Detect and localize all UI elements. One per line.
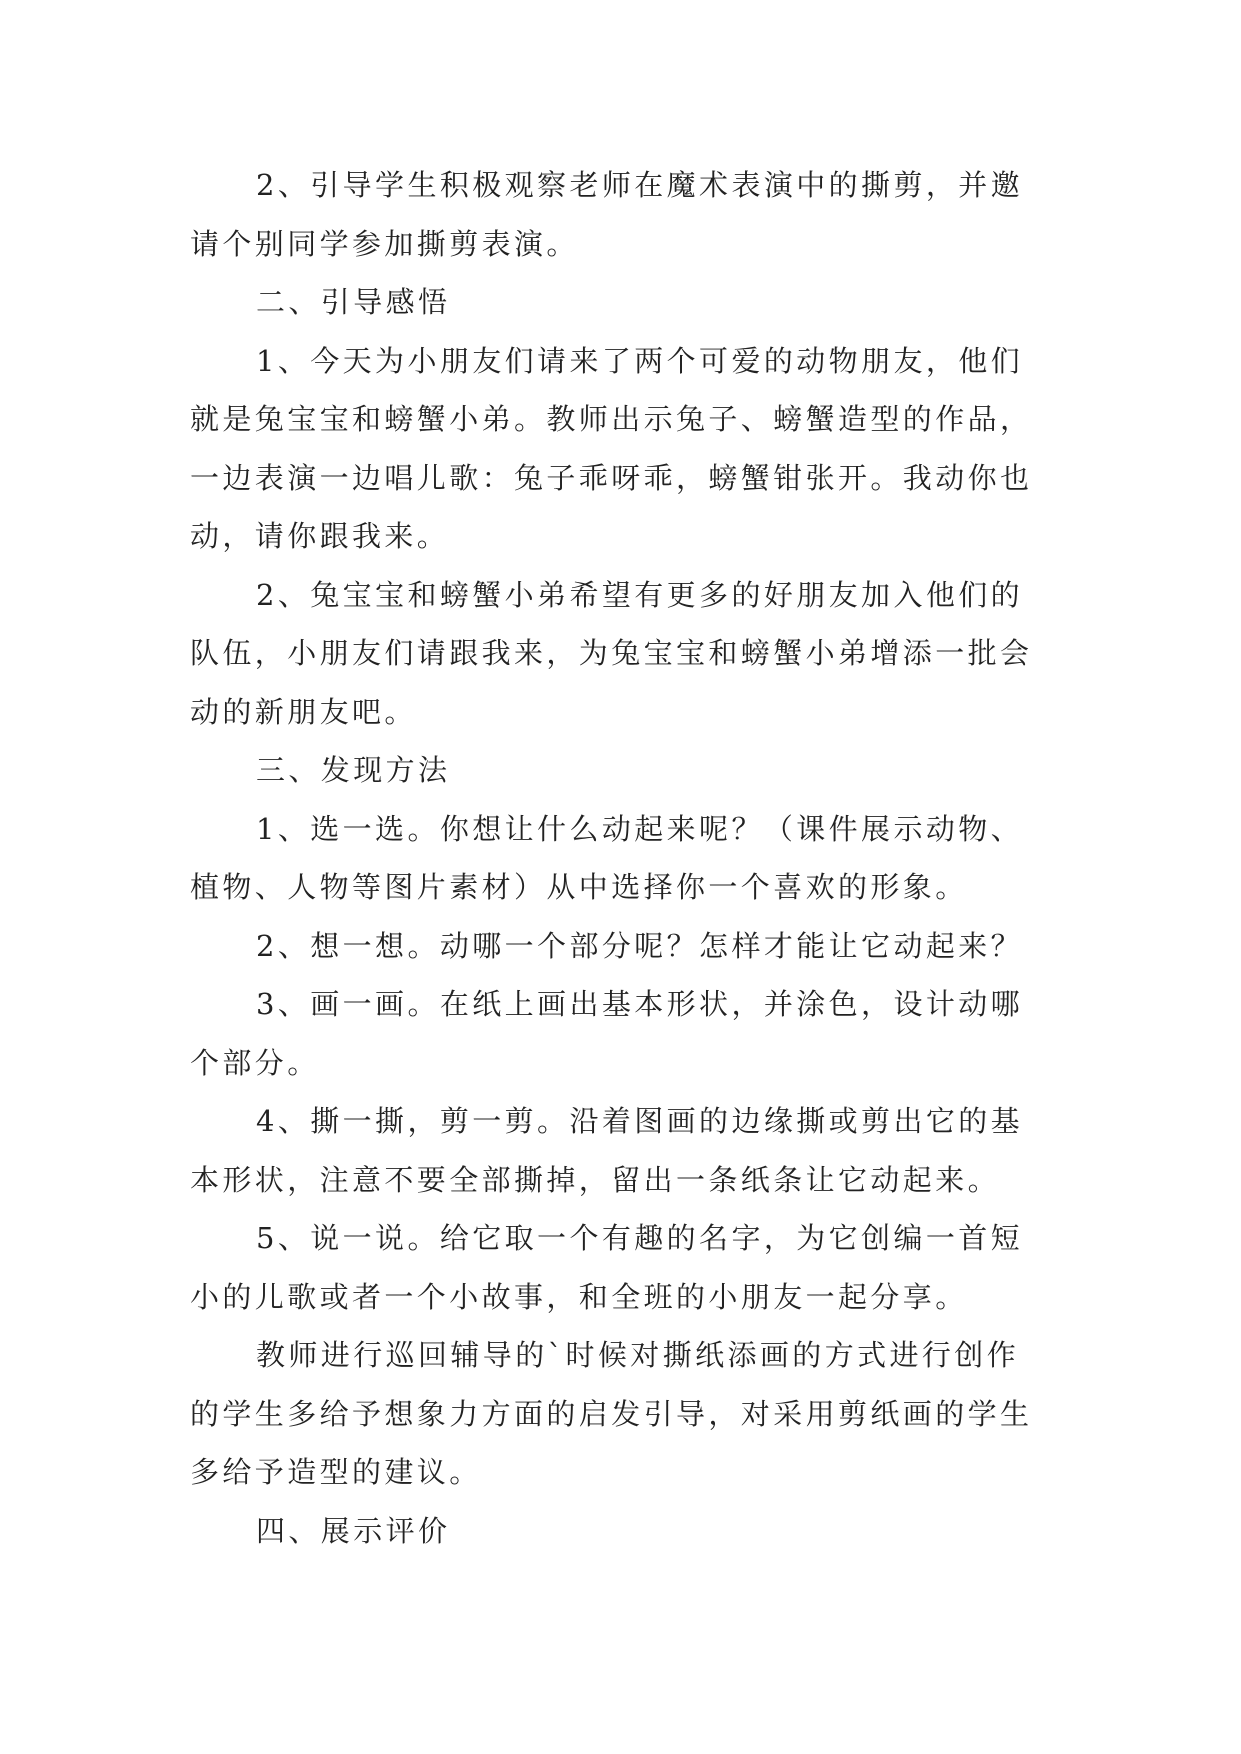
text-line: 教师进行巡回辅导的`时候对撕纸添画的方式进行创作 [256, 1338, 1020, 1372]
document-body [190, 156, 1060, 1560]
section-heading: 三、发现方法 [256, 753, 451, 787]
text-line: 5、说一说。给它取一个有趣的名字，为它创编一首短 [256, 1221, 1024, 1255]
text-line: 一边表演一边唱儿歌：兔子乖呀乖，螃蟹钳张开。我动你也 [190, 460, 1033, 495]
text-line: 动，请你跟我来。 [190, 519, 450, 553]
text-line: 2、引导学生积极观察老师在魔术表演中的撕剪，并邀 [256, 168, 1024, 202]
text-line: 植物、人物等图片素材）从中选择你一个喜欢的形象。 [190, 870, 968, 904]
text-line: 1、选一选。你想让什么动起来呢？（课件展示动物、 [256, 811, 1024, 846]
text-line: 小的儿歌或者一个小故事，和全班的小朋友一起分享。 [190, 1279, 968, 1314]
text-line: 请个别同学参加撕剪表演。 [190, 226, 579, 261]
text-line: 2、兔宝宝和螃蟹小弟希望有更多的好朋友加入他们的 [256, 577, 1024, 612]
text-line: 个部分。 [190, 1045, 320, 1080]
text-line: 4、撕一撕，剪一剪。沿着图画的边缘撕或剪出它的基 [256, 1104, 1024, 1138]
text-line: 动的新朋友吧。 [190, 694, 417, 729]
text-line: 的学生多给予想象力方面的启发引导，对采用剪纸画的学生 [190, 1396, 1033, 1431]
text-line: 2、想一想。动哪一个部分呢？怎样才能让它动起来？ [256, 928, 1024, 963]
text-line: 1、今天为小朋友们请来了两个可爱的动物朋友，他们 [256, 343, 1024, 378]
text-line: 多给予造型的建议。 [190, 1455, 482, 1489]
section-heading: 二、引导感悟 [256, 285, 451, 319]
text-line: 队伍，小朋友们请跟我来，为兔宝宝和螃蟹小弟增添一批会 [190, 636, 1033, 670]
section-heading: 四、展示评价 [256, 1513, 451, 1548]
text-line: 3、画一画。在纸上画出基本形状，并涂色，设计动哪 [256, 987, 1024, 1021]
text-line: 本形状，注意不要全部撕掉，留出一条纸条让它动起来。 [190, 1162, 1001, 1197]
text-line: 就是兔宝宝和螃蟹小弟。教师出示兔子、螃蟹造型的作品， [190, 402, 1033, 436]
